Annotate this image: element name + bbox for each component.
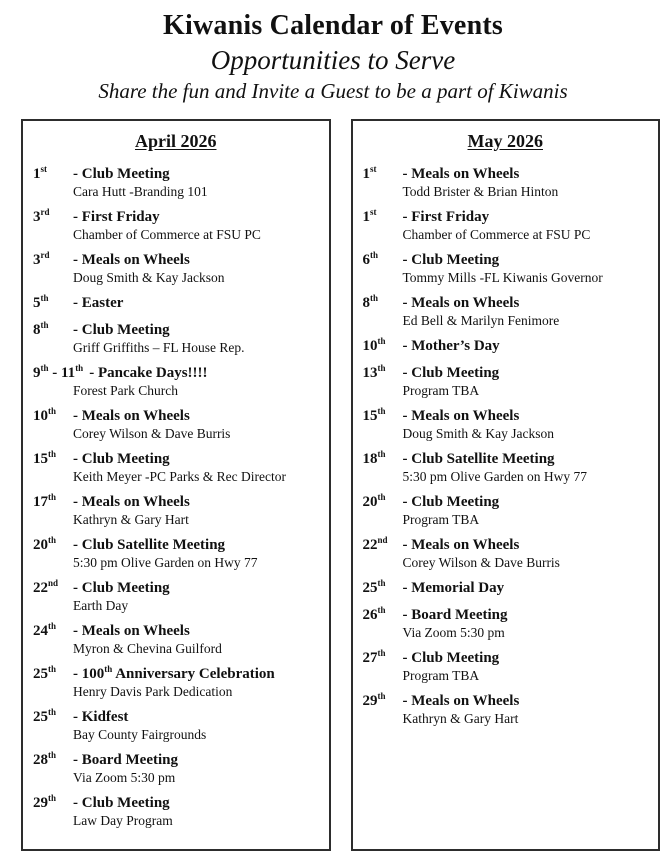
event-title: - Club Meeting (73, 451, 170, 467)
event-head (363, 606, 649, 624)
event-detail: Doug Smith & Kay Jackson (73, 270, 225, 285)
event-date: 24th (33, 621, 57, 639)
calendar-event (33, 407, 319, 441)
event-date: 27th (362, 648, 386, 666)
event-head (33, 364, 319, 382)
calendar-event (363, 649, 649, 683)
event-title: - Club Satellite Meeting (73, 537, 226, 553)
event-head (363, 579, 649, 597)
event-date: 8th (33, 320, 49, 338)
event-title: - Meals on Wheels (402, 166, 520, 182)
event-title: - Board Meeting (402, 607, 508, 623)
calendar-event (363, 407, 649, 441)
calendar-event (33, 622, 319, 656)
event-head (33, 708, 319, 726)
event-title: - Club Meeting (73, 580, 170, 596)
event-title: - Meals on Wheels (73, 408, 190, 424)
event-title: - Meals on Wheels (73, 494, 190, 510)
month-heading-may: May 2026 (467, 131, 543, 151)
page-tagline: Share the fun and Invite a Guest to be a part of Kiwanis (98, 79, 568, 103)
event-title: - Club Meeting (73, 322, 170, 338)
event-head (363, 450, 649, 468)
event-title: - Meals on Wheels (73, 623, 190, 639)
event-detail: Kathryn & Gary Hart (402, 711, 519, 726)
event-date: 1st (362, 207, 377, 225)
event-detail: Program TBA (402, 512, 480, 527)
event-title: - Pancake Days!!!! (89, 365, 208, 381)
calendar-event (33, 321, 319, 355)
event-head (33, 665, 319, 683)
event-head (363, 337, 649, 355)
event-detail: Henry Davis Park Dedication (73, 684, 233, 699)
calendar-columns (21, 119, 660, 851)
calendar-event (33, 751, 319, 785)
calendar-event (33, 450, 319, 484)
month-box-may (351, 119, 661, 851)
event-title: - Meals on Wheels (402, 295, 520, 311)
calendar-event (363, 536, 649, 570)
event-detail: Corey Wilson & Dave Burris (402, 555, 560, 570)
calendar-event (363, 337, 649, 355)
month-heading-april: April 2026 (134, 131, 217, 151)
event-head (33, 751, 319, 769)
event-list-april (33, 165, 319, 828)
event-head (33, 251, 319, 269)
event-head (363, 536, 649, 554)
calendar-event (33, 364, 319, 398)
calendar-event (33, 579, 319, 613)
event-detail: 5:30 pm Olive Garden on Hwy 77 (73, 555, 258, 570)
event-date: 17th (33, 492, 57, 510)
calendar-event (363, 208, 649, 242)
event-title: - Club Meeting (402, 252, 500, 268)
event-date: 15th (362, 406, 386, 424)
event-head (363, 251, 649, 269)
calendar-event (33, 165, 319, 199)
page-subtitle: Opportunities to Serve (210, 45, 456, 75)
calendar-event (363, 606, 649, 640)
event-title: - Club Meeting (73, 795, 170, 811)
event-detail: Myron & Chevina Guilford (73, 641, 222, 656)
event-detail: Earth Day (73, 598, 129, 613)
calendar-event (33, 665, 319, 699)
event-head (363, 407, 649, 425)
event-title: - Mother’s Day (402, 338, 500, 354)
event-date: 3rd (33, 207, 50, 225)
event-date: 18th (362, 449, 386, 467)
event-head (363, 692, 649, 710)
event-detail: Doug Smith & Kay Jackson (402, 426, 554, 441)
event-head (33, 794, 319, 812)
event-date: 1st (33, 164, 47, 182)
calendar-event (33, 294, 319, 312)
event-title: - Club Meeting (402, 650, 500, 666)
event-head (33, 407, 319, 425)
event-detail: Law Day Program (73, 813, 173, 828)
calendar-event (363, 450, 649, 484)
event-date: 1st (362, 164, 377, 182)
event-detail: Todd Brister & Brian Hinton (402, 184, 559, 199)
event-head (363, 294, 649, 312)
event-title: - Meals on Wheels (73, 252, 190, 268)
event-head (33, 294, 319, 312)
calendar-event (33, 251, 319, 285)
calendar-event (363, 294, 649, 328)
event-date: 9th - 11th (33, 363, 84, 381)
event-date: 29th (33, 793, 57, 811)
event-title: - Club Meeting (73, 166, 170, 182)
event-detail: Forest Park Church (73, 383, 178, 398)
event-title: - Memorial Day (402, 580, 505, 596)
event-date: 10th (33, 406, 57, 424)
calendar-event (33, 536, 319, 570)
calendar-event (33, 794, 319, 828)
event-detail: Program TBA (402, 383, 480, 398)
event-date: 13th (362, 363, 386, 381)
event-date: 25th (33, 707, 57, 725)
calendar-event (363, 493, 649, 527)
event-date: 26th (362, 605, 386, 623)
event-head (363, 493, 649, 511)
event-head (363, 208, 649, 226)
event-detail: Ed Bell & Marilyn Fenimore (402, 313, 560, 328)
event-detail: Via Zoom 5:30 pm (402, 625, 505, 640)
event-title: - Club Satellite Meeting (402, 451, 555, 467)
event-title: - Club Meeting (402, 365, 500, 381)
event-title: - Meals on Wheels (402, 693, 520, 709)
event-list-may (363, 165, 649, 726)
event-head (363, 649, 649, 667)
event-detail: Chamber of Commerce at FSU PC (402, 227, 591, 242)
event-head (33, 579, 319, 597)
calendar-event (363, 165, 649, 199)
calendar-event (363, 579, 649, 597)
calendar-event (363, 251, 649, 285)
month-box-april (21, 119, 331, 851)
event-detail: Kathryn & Gary Hart (73, 512, 189, 527)
event-title: - Club Meeting (402, 494, 500, 510)
event-head (33, 208, 319, 226)
event-head (33, 536, 319, 554)
event-date: 25th (33, 664, 57, 682)
event-date: 8th (362, 293, 379, 311)
event-detail: Griff Griffiths – FL House Rep. (73, 340, 245, 355)
event-date: 5th (33, 293, 49, 311)
event-detail: Bay County Fairgrounds (73, 727, 207, 742)
event-title: - First Friday (402, 209, 490, 225)
event-head (363, 364, 649, 382)
event-date: 22nd (362, 535, 388, 553)
calendar-event (33, 708, 319, 742)
event-detail: Chamber of Commerce at FSU PC (73, 227, 261, 242)
event-head (33, 450, 319, 468)
event-date: 20th (362, 492, 386, 510)
calendar-event (363, 364, 649, 398)
event-head (33, 321, 319, 339)
event-head (33, 622, 319, 640)
event-title: - First Friday (73, 209, 160, 225)
calendar-event (33, 208, 319, 242)
event-title: - Meals on Wheels (402, 408, 520, 424)
calendar-event (33, 493, 319, 527)
event-head (363, 165, 649, 183)
event-title: - Easter (73, 295, 124, 311)
event-date: 20th (33, 535, 57, 553)
event-date: 6th (362, 250, 379, 268)
event-date: 28th (33, 750, 57, 768)
event-date: 25th (362, 578, 386, 596)
calendar-event (363, 692, 649, 726)
page-header (0, 0, 666, 104)
event-detail: Corey Wilson & Dave Burris (73, 426, 231, 441)
page-title: Kiwanis Calendar of Events (163, 10, 503, 41)
event-title: - 100th Anniversary Celebration (73, 664, 275, 682)
event-head (33, 165, 319, 183)
event-date: 15th (33, 449, 57, 467)
event-detail: Keith Meyer -PC Parks & Rec Director (73, 469, 286, 484)
event-detail: Cara Hutt -Branding 101 (73, 184, 208, 199)
event-date: 22nd (33, 578, 59, 596)
event-date: 3rd (33, 250, 50, 268)
event-title: - Board Meeting (73, 752, 178, 768)
event-title: - Kidfest (73, 709, 129, 725)
event-detail: Program TBA (402, 668, 480, 683)
event-date: 29th (362, 691, 386, 709)
event-detail: 5:30 pm Olive Garden on Hwy 77 (402, 469, 587, 484)
event-head (33, 493, 319, 511)
event-detail: Tommy Mills -FL Kiwanis Governor (402, 270, 603, 285)
event-date: 10th (362, 336, 386, 354)
event-title: - Meals on Wheels (402, 537, 520, 553)
event-detail: Via Zoom 5:30 pm (73, 770, 176, 785)
